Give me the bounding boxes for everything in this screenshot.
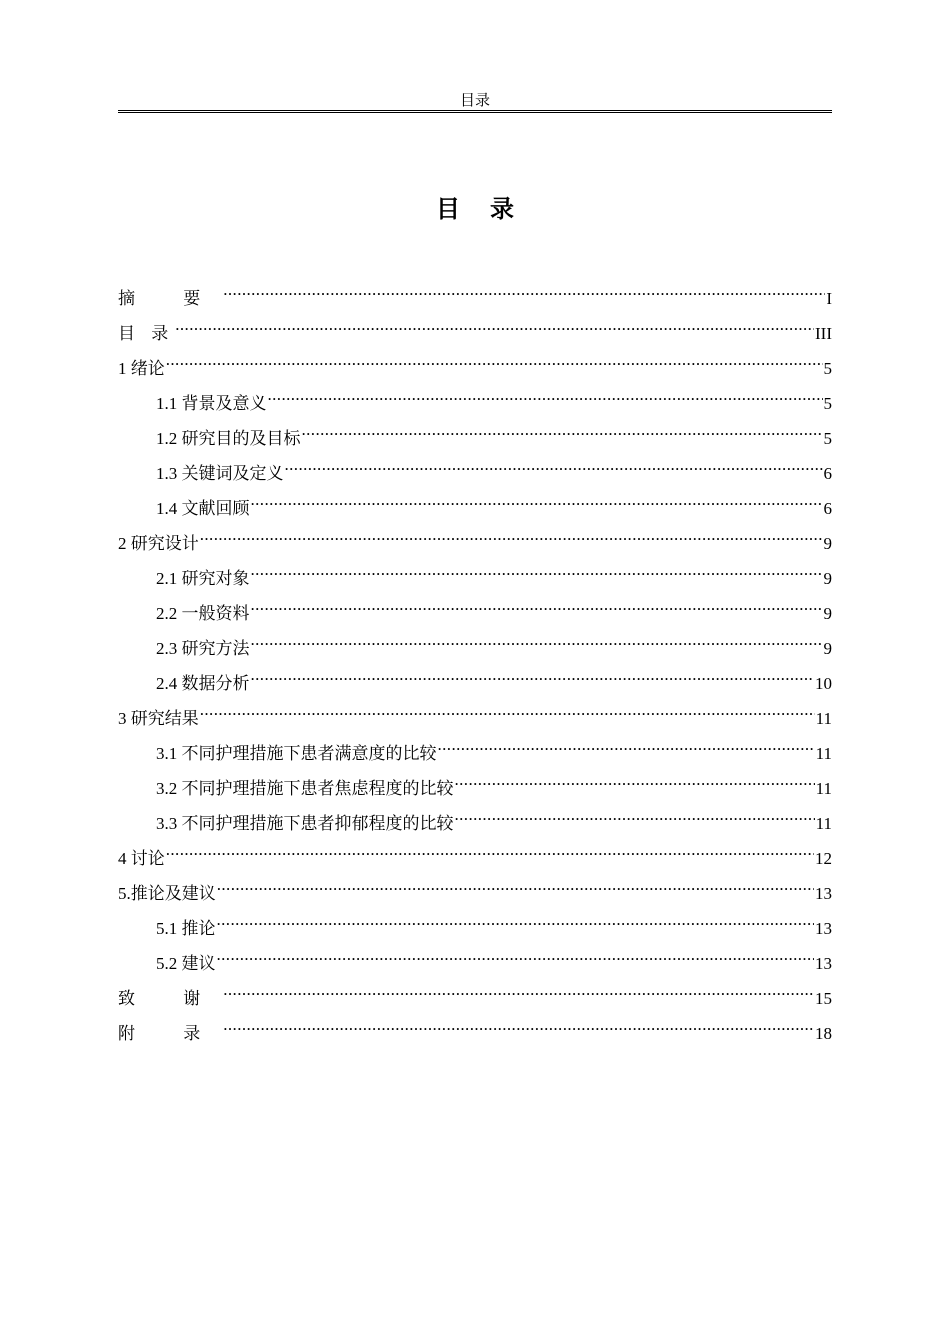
toc-entry[interactable] [118, 976, 832, 1011]
toc-entry-page-number: 15 [815, 989, 832, 1008]
toc-entry-label: 致 谢 [118, 989, 223, 1008]
toc-entry-label: 1.3 关键词及定义 [156, 464, 284, 483]
header-divider [118, 110, 832, 113]
toc-dot-leader [217, 871, 814, 899]
toc-entry-page-number: 12 [815, 849, 832, 868]
toc-entry[interactable] [118, 276, 832, 311]
toc-entry-page-number: 5 [823, 429, 832, 448]
toc-entry-page-number: 9 [823, 604, 832, 623]
toc-entry-label: 2.4 数据分析 [156, 674, 250, 693]
toc-dot-leader [217, 941, 815, 969]
toc-dot-leader [223, 976, 814, 1004]
toc-dot-leader [223, 1011, 814, 1039]
toc-dot-leader [223, 276, 825, 304]
toc-entry[interactable] [118, 521, 832, 556]
toc-entry[interactable] [118, 836, 832, 871]
toc-dot-leader [251, 591, 823, 619]
toc-dot-leader [166, 836, 814, 864]
toc-entry-page-number: 13 [815, 919, 832, 938]
toc-entry-label: 1.4 文献回顾 [156, 499, 250, 518]
toc-entry-label: 3.1 不同护理措施下患者满意度的比较 [156, 744, 437, 763]
toc-dot-leader [251, 486, 823, 514]
toc-entry-label: 1 绪论 [118, 359, 165, 378]
toc-entry[interactable] [118, 941, 832, 976]
toc-entry-page-number: 13 [815, 954, 832, 973]
toc-entry-page-number: 11 [815, 744, 832, 763]
toc-entry[interactable] [118, 346, 832, 381]
toc-entry[interactable] [118, 661, 832, 696]
toc-dot-leader [455, 801, 815, 829]
toc-entry-page-number: 11 [815, 814, 832, 833]
toc-entry[interactable] [118, 416, 832, 451]
toc-entry-page-number: 9 [823, 534, 832, 553]
toc-dot-leader [285, 451, 823, 479]
toc-dot-leader [455, 766, 815, 794]
toc-dot-leader [251, 626, 823, 654]
toc-entry[interactable] [118, 591, 832, 626]
toc-entry[interactable] [118, 556, 832, 591]
toc-dot-leader [438, 731, 815, 759]
toc-dot-leader [251, 661, 815, 689]
toc-entry[interactable] [118, 486, 832, 521]
toc-entry[interactable] [118, 766, 832, 801]
toc-entry[interactable] [118, 381, 832, 416]
toc-entry-label: 3 研究结果 [118, 709, 199, 728]
toc-entry-page-number: 6 [823, 499, 832, 518]
toc-entry[interactable] [118, 696, 832, 731]
toc-entry-label: 附 录 [118, 1024, 223, 1043]
toc-entry-label: 2.1 研究对象 [156, 569, 250, 588]
toc-entry-page-number: 11 [815, 779, 832, 798]
toc-entry-page-number: 11 [815, 709, 832, 728]
toc-entry[interactable] [118, 801, 832, 836]
toc-entry[interactable] [118, 731, 832, 766]
toc-entry-label: 5.2 建议 [156, 954, 216, 973]
toc-entry-label: 5.推论及建议 [118, 884, 216, 903]
toc-entry-page-number: III [815, 324, 832, 343]
running-header: 目录 [459, 93, 490, 109]
toc-entry-label: 2 研究设计 [118, 534, 199, 553]
toc-entry-page-number: 9 [823, 569, 832, 588]
toc-entry-page-number: 5 [823, 394, 832, 413]
toc-entry-label: 1.2 研究目的及目标 [156, 429, 301, 448]
toc-dot-leader [200, 521, 823, 549]
toc-dot-leader [175, 311, 814, 339]
toc-dot-leader [302, 416, 823, 444]
toc-dot-leader [268, 381, 823, 409]
toc-entry[interactable] [118, 1011, 832, 1046]
toc-entry-page-number: 13 [815, 884, 832, 903]
toc-entry[interactable] [118, 451, 832, 486]
toc-entry[interactable] [118, 906, 832, 941]
toc-entry[interactable] [118, 626, 832, 661]
toc-entry[interactable] [118, 871, 832, 906]
toc-entry-label: 1.1 背景及意义 [156, 394, 267, 413]
toc-entry-page-number: 5 [823, 359, 832, 378]
toc-entry-page-number: 10 [815, 674, 832, 693]
toc-entry-label: 目 录 [118, 324, 175, 343]
toc-entry-label: 2.2 一般资料 [156, 604, 250, 623]
table-of-contents [118, 276, 832, 1046]
toc-entry-label: 3.3 不同护理措施下患者抑郁程度的比较 [156, 814, 454, 833]
toc-entry-label: 摘 要 [118, 289, 223, 308]
toc-entry-label: 2.3 研究方法 [156, 639, 250, 658]
page-title: 目 录 [436, 197, 526, 223]
toc-entry-label: 5.1 推论 [156, 919, 216, 938]
toc-entry[interactable] [118, 311, 832, 346]
toc-entry-page-number: 6 [823, 464, 832, 483]
toc-entry-label: 3.2 不同护理措施下患者焦虑程度的比较 [156, 779, 454, 798]
toc-entry-page-number: I [826, 289, 832, 308]
toc-entry-page-number: 9 [823, 639, 832, 658]
toc-dot-leader [217, 906, 815, 934]
toc-dot-leader [251, 556, 823, 584]
toc-dot-leader [200, 696, 815, 724]
toc-entry-page-number: 18 [815, 1024, 832, 1043]
toc-entry-label: 4 讨论 [118, 849, 165, 868]
toc-dot-leader [166, 346, 823, 374]
